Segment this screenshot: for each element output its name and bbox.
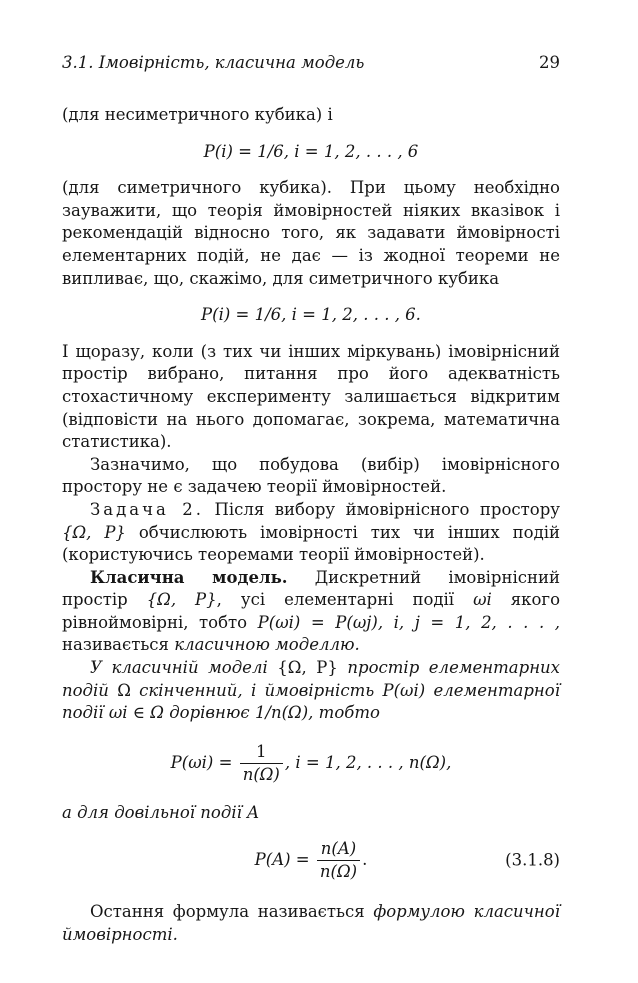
page-body	[62, 104, 560, 947]
math: ωi ∈ Ω	[108, 703, 164, 723]
paragraph	[62, 901, 560, 946]
fraction-numerator: 1	[240, 741, 283, 764]
math: 1/n(Ω),	[254, 703, 314, 723]
equation-rhs: , i = 1, 2, . . . , n(Ω),	[284, 752, 452, 772]
math: {Ω, P}	[62, 522, 126, 542]
text: елементарної події	[62, 680, 560, 723]
text: якого рівноймовірні, тобто	[62, 590, 560, 632]
math: {Ω, P}	[146, 590, 217, 610]
display-equation	[62, 741, 560, 786]
fraction-denominator: n(Ω)	[319, 862, 358, 882]
text: Остання формула називається	[90, 902, 365, 922]
task-paragraph	[62, 499, 560, 567]
math: ωi	[473, 590, 492, 610]
fraction-numerator: n(A)	[317, 838, 360, 861]
definition-paragraph	[62, 567, 560, 657]
text: обчислюють імовірності тих чи інших подій (користуючись теоремами теорії ймовірностей).	[62, 522, 560, 565]
math: P(ωi)	[382, 680, 426, 700]
fraction	[317, 838, 360, 883]
display-equation	[62, 838, 560, 883]
text: тобто	[318, 703, 380, 723]
math: Ω	[117, 680, 131, 700]
display-equation: P(i) = 1/6, i = 1, 2, . . . , 6.	[201, 305, 421, 325]
display-equation: P(i) = 1/6, i = 1, 2, . . . , 6	[203, 141, 419, 161]
definition-label: Класична модель.	[90, 567, 288, 587]
equation-lhs: P(A) =	[254, 850, 310, 870]
text: , усі елементарні події	[216, 590, 455, 610]
fraction-denominator: n(Ω)	[242, 764, 280, 784]
section-title: 3.1. Імовірність, класична модель	[62, 53, 365, 72]
paragraph: (для несиметричного кубика) і	[62, 105, 333, 124]
math: A	[247, 802, 260, 822]
fraction	[240, 741, 283, 786]
task-label: Задача 2.	[90, 499, 205, 519]
paragraph	[62, 802, 560, 825]
math: P(ωi) = P(ωj), i, j = 1, 2, . . . ,	[257, 612, 561, 632]
paragraph: Зазначимо, що побудова (вибір) імовірнісного простору не є задачею теорії ймовірностей.	[62, 454, 560, 497]
equation-number: (3.1.8)	[505, 850, 560, 870]
page-number: 29	[539, 53, 560, 72]
paragraph: (для симетричного кубика). При цьому необхідно зауважити, що теорія ймовірностей ніяких вказівок і рекомендацій відносно того, як задавати ймовірності елементарних подій, не дає — із жодної теореми не випливає, що, скажімо, для симетричного кубика	[62, 178, 560, 288]
theorem-paragraph	[62, 657, 560, 725]
text: скінченний, і ймовірність	[139, 680, 375, 700]
text: простір елементарних подій	[62, 658, 560, 700]
math: {Ω, P}	[277, 658, 338, 678]
text: У класичній моделі	[90, 658, 268, 678]
text: Після вибору ймовірнісного простору	[214, 499, 560, 519]
paragraph: І щоразу, коли (з тих чи інших міркувань) імовірнісний простір вибрано, питання про його адекватність стохастичному експерименту залишається відкритим (відповісти на нього допомагає, зокрема, математична статистика).	[62, 341, 560, 452]
defined-term: класичною моделлю.	[174, 635, 360, 655]
defined-term: формулою класичної ймовірності.	[62, 902, 561, 945]
equation-end: .	[362, 850, 368, 870]
equation-lhs: P(ωi) =	[170, 752, 233, 772]
text: називається	[62, 635, 169, 655]
text: Дискретний імовірнісний простір	[62, 567, 560, 610]
text: дорівнює	[169, 703, 250, 723]
running-header	[62, 52, 560, 75]
text: а для довільної події	[62, 802, 242, 822]
